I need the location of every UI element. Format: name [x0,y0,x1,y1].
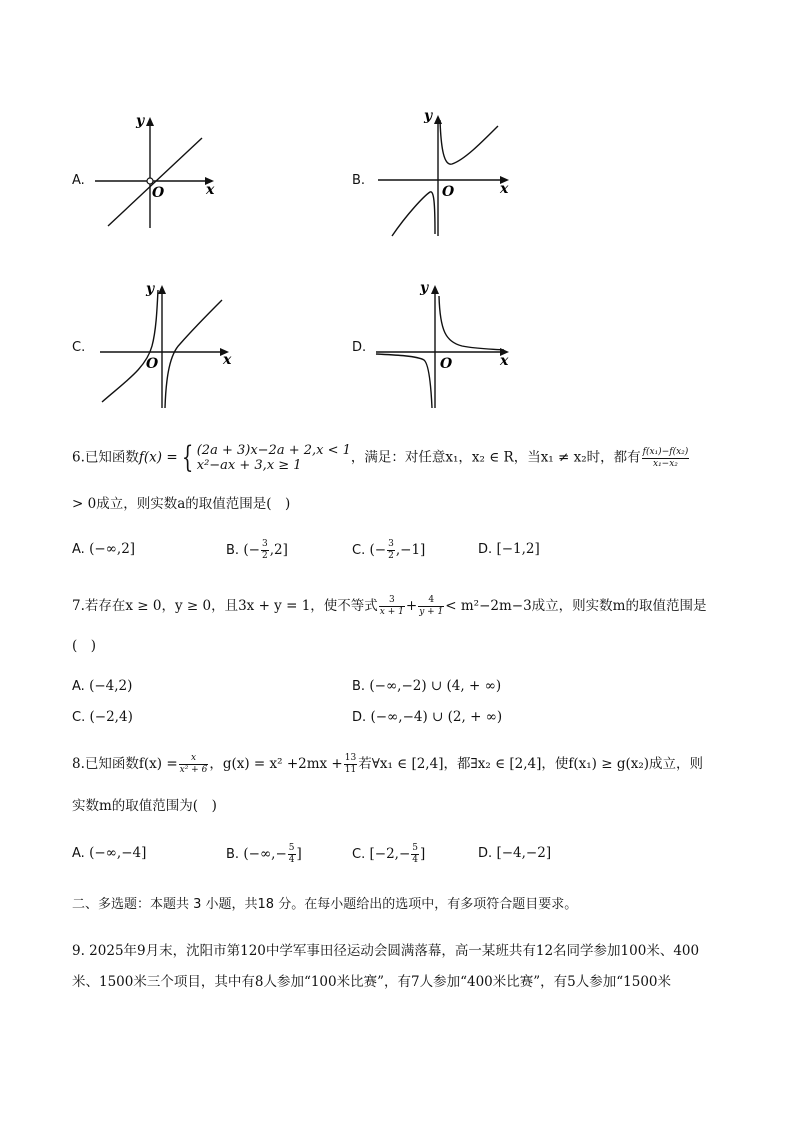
option-label: D. [352,710,367,725]
q7-fraction-1 [379,595,405,618]
option-d-label: D. [352,340,367,355]
frac-den: 2 [388,551,394,561]
option-a-label: A. [72,173,85,188]
q7-line-2: ( ) [72,638,97,654]
right-branch [439,296,504,350]
option-label: D. [478,542,493,557]
option-label: B. [352,679,366,694]
option-label: B. [226,847,240,862]
q8-mid: ，g(x) = x² +2mx + [209,756,343,772]
option-text: (−∞,−4] [89,845,147,861]
graph-d [372,276,522,411]
option-text: (−4,2) [89,678,133,694]
graph-b [372,104,522,244]
q8-option-b [226,843,302,866]
q6-frac-num: f(x₁)−f(x₂) [642,446,689,457]
q6-cases [197,443,351,473]
x-label: x [206,182,215,198]
x-label: x [223,352,232,368]
frac-den: 4 [288,855,295,865]
frac-num: 13 [344,753,357,763]
q8-f-fraction [179,753,209,776]
q9-line-2: 米、1500米三个项目，其中有8人参加“100米比赛”，有7人参加“400米比赛”，有5人参加“1500米 [72,974,672,990]
q7-option-d [352,709,502,725]
q8-tail: 若∀x₁ ∈ [2,4]，都∃x₂ ∈ [2,4]，使f(x₁) ≥ g(x₂)成立，则 [358,756,704,772]
q8-option-c [352,843,425,866]
q8-option-a [72,845,146,861]
frac-num: 3 [261,539,268,549]
x-label: x [500,353,509,369]
q6-option-a [72,541,135,557]
option-text: (−∞,−2) ∪ (4, + ∞) [369,678,502,694]
origin-label: O [440,356,453,372]
option-text: (−∞,2] [89,541,136,557]
q6-option-d [478,541,540,557]
q7-option-b [352,678,501,694]
q7-option-a [72,678,132,694]
plus-sign: + [405,598,418,614]
right-branch [165,300,222,408]
option-label: B. [226,543,240,558]
option-tail: ] [296,846,302,862]
q7-option-c [72,709,133,725]
x-label: x [500,181,509,197]
y-axis-arrow [146,117,154,126]
question-8 [72,752,703,776]
y-axis-arrow [431,285,439,294]
option-label: C. [72,710,86,725]
q6-case-2: x²−ax + 3,x ≥ 1 [196,458,302,473]
option-label: A. [72,846,85,861]
frac-num: 3 [379,595,405,607]
option-fraction [288,843,296,866]
option-text: [−4,−2] [496,845,552,861]
graph-a [90,108,220,238]
line-curve [108,138,202,226]
option-text: (−2,4) [89,709,133,725]
option-label: C. [352,847,366,862]
q6-case-1: (2a + 3)x−2a + 2,x < 1 [196,443,351,458]
left-branch [102,290,158,402]
q7-fraction-2 [418,595,444,618]
frac-num: 5 [288,843,295,853]
question-6 [72,440,690,475]
frac-num: 5 [412,843,419,853]
y-label: y [424,108,433,124]
option-label: A. [72,679,85,694]
open-point [147,178,153,184]
option-text: (−∞,−4) ∪ (2, + ∞) [370,709,503,725]
frac-num: 4 [418,595,444,607]
q7-tail: < m²−2m−3成立，则实数m的取值范围是 [445,598,707,614]
frac-den: 2 [261,551,268,561]
piecewise-brace: { [181,440,193,475]
q6-line-2: > 0成立，则实数a的取值范围是( ) [72,496,291,512]
frac-den: 4 [412,855,419,865]
frac-den: x + 1 [379,607,404,617]
origin-label: O [152,185,165,201]
question-7 [72,594,707,618]
option-fraction [387,539,395,562]
frac-num: x [179,753,209,765]
option-fraction [411,843,419,866]
origin-label: O [442,184,455,200]
frac-den: y + 1 [419,607,444,617]
option-label: D. [478,846,493,861]
frac-num: 3 [388,539,394,549]
option-text: (− [369,542,387,558]
option-label: A. [72,542,85,557]
q6-fx: f(x) = [138,449,178,466]
option-tail: ] [420,846,426,862]
left-branch [376,354,432,408]
q6-fraction [642,447,690,470]
y-axis-arrow [158,285,166,294]
right-branch [440,120,498,164]
option-tail: ,2] [269,542,288,558]
y-label: y [136,113,145,129]
q6-option-b [226,539,288,562]
y-label: y [420,280,429,296]
option-text: (− [243,542,260,558]
option-c-label: C. [72,340,86,355]
y-label: y [146,281,155,297]
graph-c [96,276,241,411]
option-b-label: B. [352,173,366,188]
option-text: [−1,2] [496,541,540,557]
q8-g-fraction [344,753,357,776]
y-axis-arrow [434,115,442,124]
q6-mid: ，满足：对任意x₁，x₂ ∈ R，当x₁ ≠ x₂时，都有 [350,449,641,466]
q6-prefix: 6.已知函数 [72,449,139,466]
q8-line-2: 实数m的取值范围为( ) [72,798,217,814]
option-tail: ,−1] [395,542,426,558]
origin-label: O [146,356,159,372]
q8-option-d [478,845,551,861]
option-fraction [261,539,269,562]
q8-prefix: 8.已知函数f(x) = [72,756,178,772]
option-text: [−2,− [369,846,411,862]
q9-line-1: 9. 2025年9月末，沈阳市第120中学军事田径运动会圆满落幕，高一某班共有12名同学参加100米、400 [72,943,700,959]
frac-den: 11 [344,765,357,775]
frac-den: x² + 6 [179,765,208,775]
option-label: C. [352,543,366,558]
section-heading: 二、多选题：本题共 3 小题，共18 分。在每小题给出的选项中，有多项符合题目要求。 [72,897,578,912]
option-text: (−∞,− [243,846,287,862]
left-branch [392,192,435,236]
q7-prefix: 7.若存在x ≥ 0，y ≥ 0，且3x + y = 1，使不等式 [72,598,378,614]
q6-option-c [352,539,425,562]
q6-frac-den: x₁−x₂ [653,458,678,469]
